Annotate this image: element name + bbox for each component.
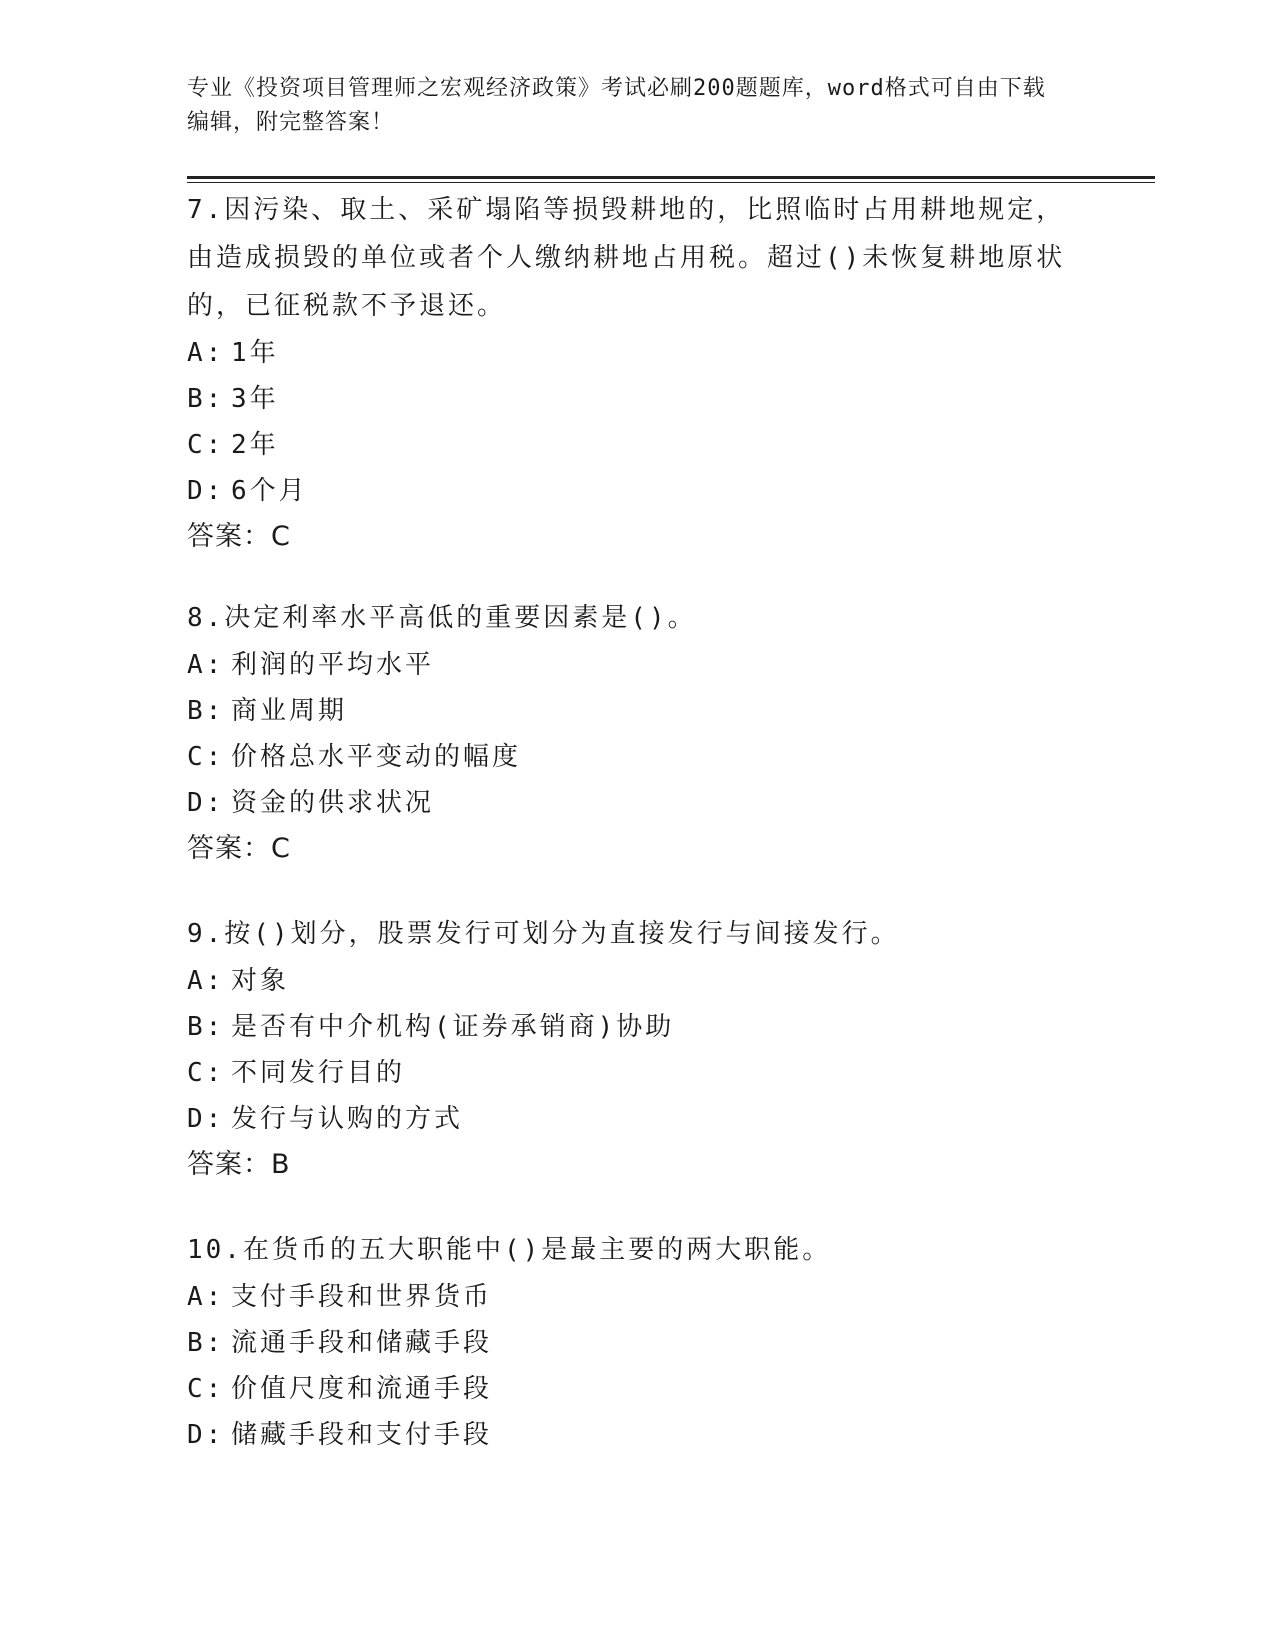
option-b — [187, 1320, 1067, 1366]
option-c — [187, 734, 1067, 780]
option-letter: D: — [187, 1420, 225, 1450]
option-b — [187, 376, 1067, 422]
option-letter: B: — [187, 1012, 225, 1042]
option-letter: C: — [187, 742, 225, 772]
option-letter: B: — [187, 384, 225, 414]
answer: 答案：B — [187, 1149, 291, 1180]
option-text: 对象 — [231, 966, 290, 996]
option-text: 流通手段和储藏手段 — [231, 1328, 493, 1358]
option-c — [187, 422, 1067, 468]
option-d — [187, 1096, 1067, 1142]
question-text: 8.决定利率水平高低的重要因素是()。 — [187, 603, 697, 633]
option-letter: D: — [187, 1104, 225, 1134]
option-c — [187, 1366, 1067, 1412]
option-letter: C: — [187, 1374, 225, 1404]
question-text: 7.因污染、取土、采矿塌陷等损毁耕地的，比照临时占用耕地规定，由造成损毁的单位或者个人缴纳耕地占用税。超过()未恢复耕地原状的，已征税款不予退还。 — [187, 195, 1066, 321]
option-d — [187, 780, 1067, 826]
option-letter: A: — [187, 1282, 225, 1312]
option-letter: C: — [187, 1058, 225, 1088]
option-a — [187, 1274, 1067, 1320]
option-text: 商业周期 — [231, 696, 348, 726]
answer: 答案：C — [187, 833, 291, 864]
option-text: 储藏手段和支付手段 — [231, 1420, 493, 1450]
option-letter: B: — [187, 696, 225, 726]
option-text: 价格总水平变动的幅度 — [231, 742, 522, 772]
question-text: 9.按()划分，股票发行可划分为直接发行与间接发行。 — [187, 919, 900, 949]
option-text: 6个月 — [231, 476, 308, 506]
option-d — [187, 1412, 1067, 1458]
option-text: 利润的平均水平 — [231, 650, 435, 680]
header-rule-thin — [187, 182, 1155, 183]
option-c — [187, 1050, 1067, 1096]
option-text: 不同发行目的 — [231, 1058, 406, 1088]
option-text: 发行与认购的方式 — [231, 1104, 464, 1134]
answer: 答案：C — [187, 521, 291, 552]
header-rule-thick — [187, 176, 1155, 179]
question-text: 10.在货币的五大职能中()是最主要的两大职能。 — [187, 1235, 832, 1265]
option-b — [187, 688, 1067, 734]
option-letter: C: — [187, 430, 225, 460]
option-letter: A: — [187, 650, 225, 680]
option-text: 1年 — [231, 338, 279, 368]
option-text: 支付手段和世界货币 — [231, 1282, 493, 1312]
option-text: 是否有中介机构(证券承销商)协助 — [231, 1012, 675, 1042]
option-a — [187, 958, 1067, 1004]
option-letter: D: — [187, 476, 225, 506]
option-b — [187, 1004, 1067, 1050]
option-text: 价值尺度和流通手段 — [231, 1374, 493, 1404]
question-8 — [187, 594, 1067, 872]
option-letter: A: — [187, 966, 225, 996]
option-letter: B: — [187, 1328, 225, 1358]
option-a — [187, 642, 1067, 688]
document-header: 专业《投资项目管理师之宏观经济政策》考试必刷200题题库，word格式可自由下载编辑，附完整答案！ — [187, 76, 1046, 135]
question-9 — [187, 910, 1067, 1188]
option-letter: A: — [187, 338, 225, 368]
question-10 — [187, 1226, 1067, 1458]
option-text: 2年 — [231, 430, 279, 460]
option-text: 3年 — [231, 384, 279, 414]
option-text: 资金的供求状况 — [231, 788, 435, 818]
question-7 — [187, 186, 1067, 560]
option-d — [187, 468, 1067, 514]
option-letter: D: — [187, 788, 225, 818]
option-a — [187, 330, 1067, 376]
